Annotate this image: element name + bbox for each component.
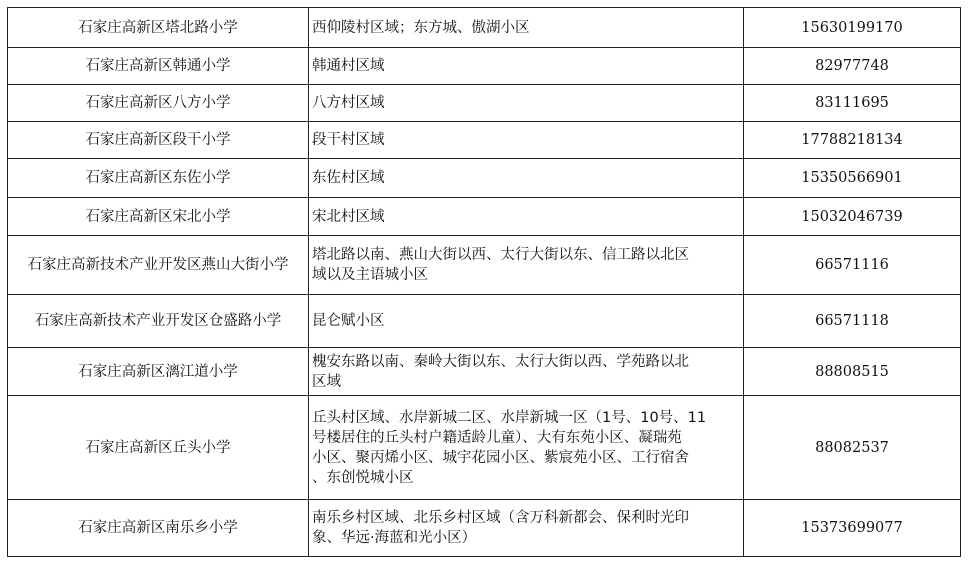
phone-cell: 88082537: [744, 396, 961, 500]
district-area-text: 槐安东路以南、秦岭大街以东、太行大街以西、学苑路以北 区域: [312, 353, 689, 390]
table-row: [8, 48, 961, 85]
district-area-cell: [309, 122, 744, 159]
school-name-cell: 石家庄高新区宋北小学: [8, 198, 309, 236]
district-area-text: 南乐乡村区域、北乐乡村区域（含万科新都会、保利时光印 象、华远·海蓝和光小区）: [312, 510, 689, 546]
district-area-text: 昆仑赋小区: [312, 313, 385, 329]
district-area-cell: [309, 198, 744, 236]
district-area-cell: [309, 295, 744, 348]
district-area-cell: [309, 396, 744, 500]
table-row: [8, 85, 961, 122]
phone-cell: 66571116: [744, 236, 961, 295]
table-row: [8, 159, 961, 198]
table-row: [8, 500, 961, 557]
phone-cell: 82977748: [744, 48, 961, 85]
phone-cell: 15350566901: [744, 159, 961, 198]
school-district-table: [7, 7, 961, 557]
table-row: [8, 295, 961, 348]
district-area-text: 八方村区域: [312, 95, 385, 111]
phone-cell: 88808515: [744, 348, 961, 396]
school-name-cell: 石家庄高新区东佐小学: [8, 159, 309, 198]
district-area-text: 塔北路以南、燕山大街以西、太行大街以东、信工路以北区 域以及主语城小区: [312, 247, 689, 283]
table-row: [8, 396, 961, 500]
table-row: [8, 198, 961, 236]
school-name-cell: 石家庄高新技术产业开发区仓盛路小学: [8, 295, 309, 348]
phone-cell: 66571118: [744, 295, 961, 348]
school-name-cell: 石家庄高新区丘头小学: [8, 396, 309, 500]
district-area-text: 西仰陵村区域；东方城、傲湖小区: [312, 19, 530, 36]
district-area-cell: [309, 500, 744, 557]
table-row: [8, 8, 961, 48]
district-area-cell: [309, 159, 744, 198]
phone-cell: 15032046739: [744, 198, 961, 236]
district-area-cell: [309, 48, 744, 85]
district-area-text: 宋北村区域: [312, 208, 385, 225]
table-row: [8, 122, 961, 159]
phone-cell: 17788218134: [744, 122, 961, 159]
school-name-cell: 石家庄高新区段干小学: [8, 122, 309, 159]
district-area-text: 段干村区域: [312, 132, 385, 148]
school-name-cell: 石家庄高新区漓江道小学: [8, 348, 309, 396]
table-row: [8, 348, 961, 396]
school-name-cell: 石家庄高新区韩通小学: [8, 48, 309, 85]
district-area-cell: [309, 85, 744, 122]
phone-cell: 83111695: [744, 85, 961, 122]
table-body: [8, 8, 961, 557]
district-area-text: 东佐村区域: [312, 170, 385, 186]
district-area-text: 丘头村区域、水岸新城二区、水岸新城一区（1号、10号、11 号楼居住的丘头村户籍适龄儿童）、大有东苑小区、凝瑞苑 小区、聚丙烯小区、城宇花园小区、紫宸苑小区、工行宿舍 、东创悦城小区: [312, 409, 707, 486]
phone-cell: 15630199170: [744, 8, 961, 48]
district-area-text: 韩通村区域: [312, 58, 385, 74]
phone-cell: 15373699077: [744, 500, 961, 557]
district-area-cell: [309, 8, 744, 48]
school-name-cell: 石家庄高新区南乐乡小学: [8, 500, 309, 557]
school-name-cell: 石家庄高新区八方小学: [8, 85, 309, 122]
district-area-cell: [309, 236, 744, 295]
school-name-cell: 石家庄高新区塔北路小学: [8, 8, 309, 48]
district-area-cell: [309, 348, 744, 396]
table-row: [8, 236, 961, 295]
school-name-cell: 石家庄高新技术产业开发区燕山大街小学: [8, 236, 309, 295]
